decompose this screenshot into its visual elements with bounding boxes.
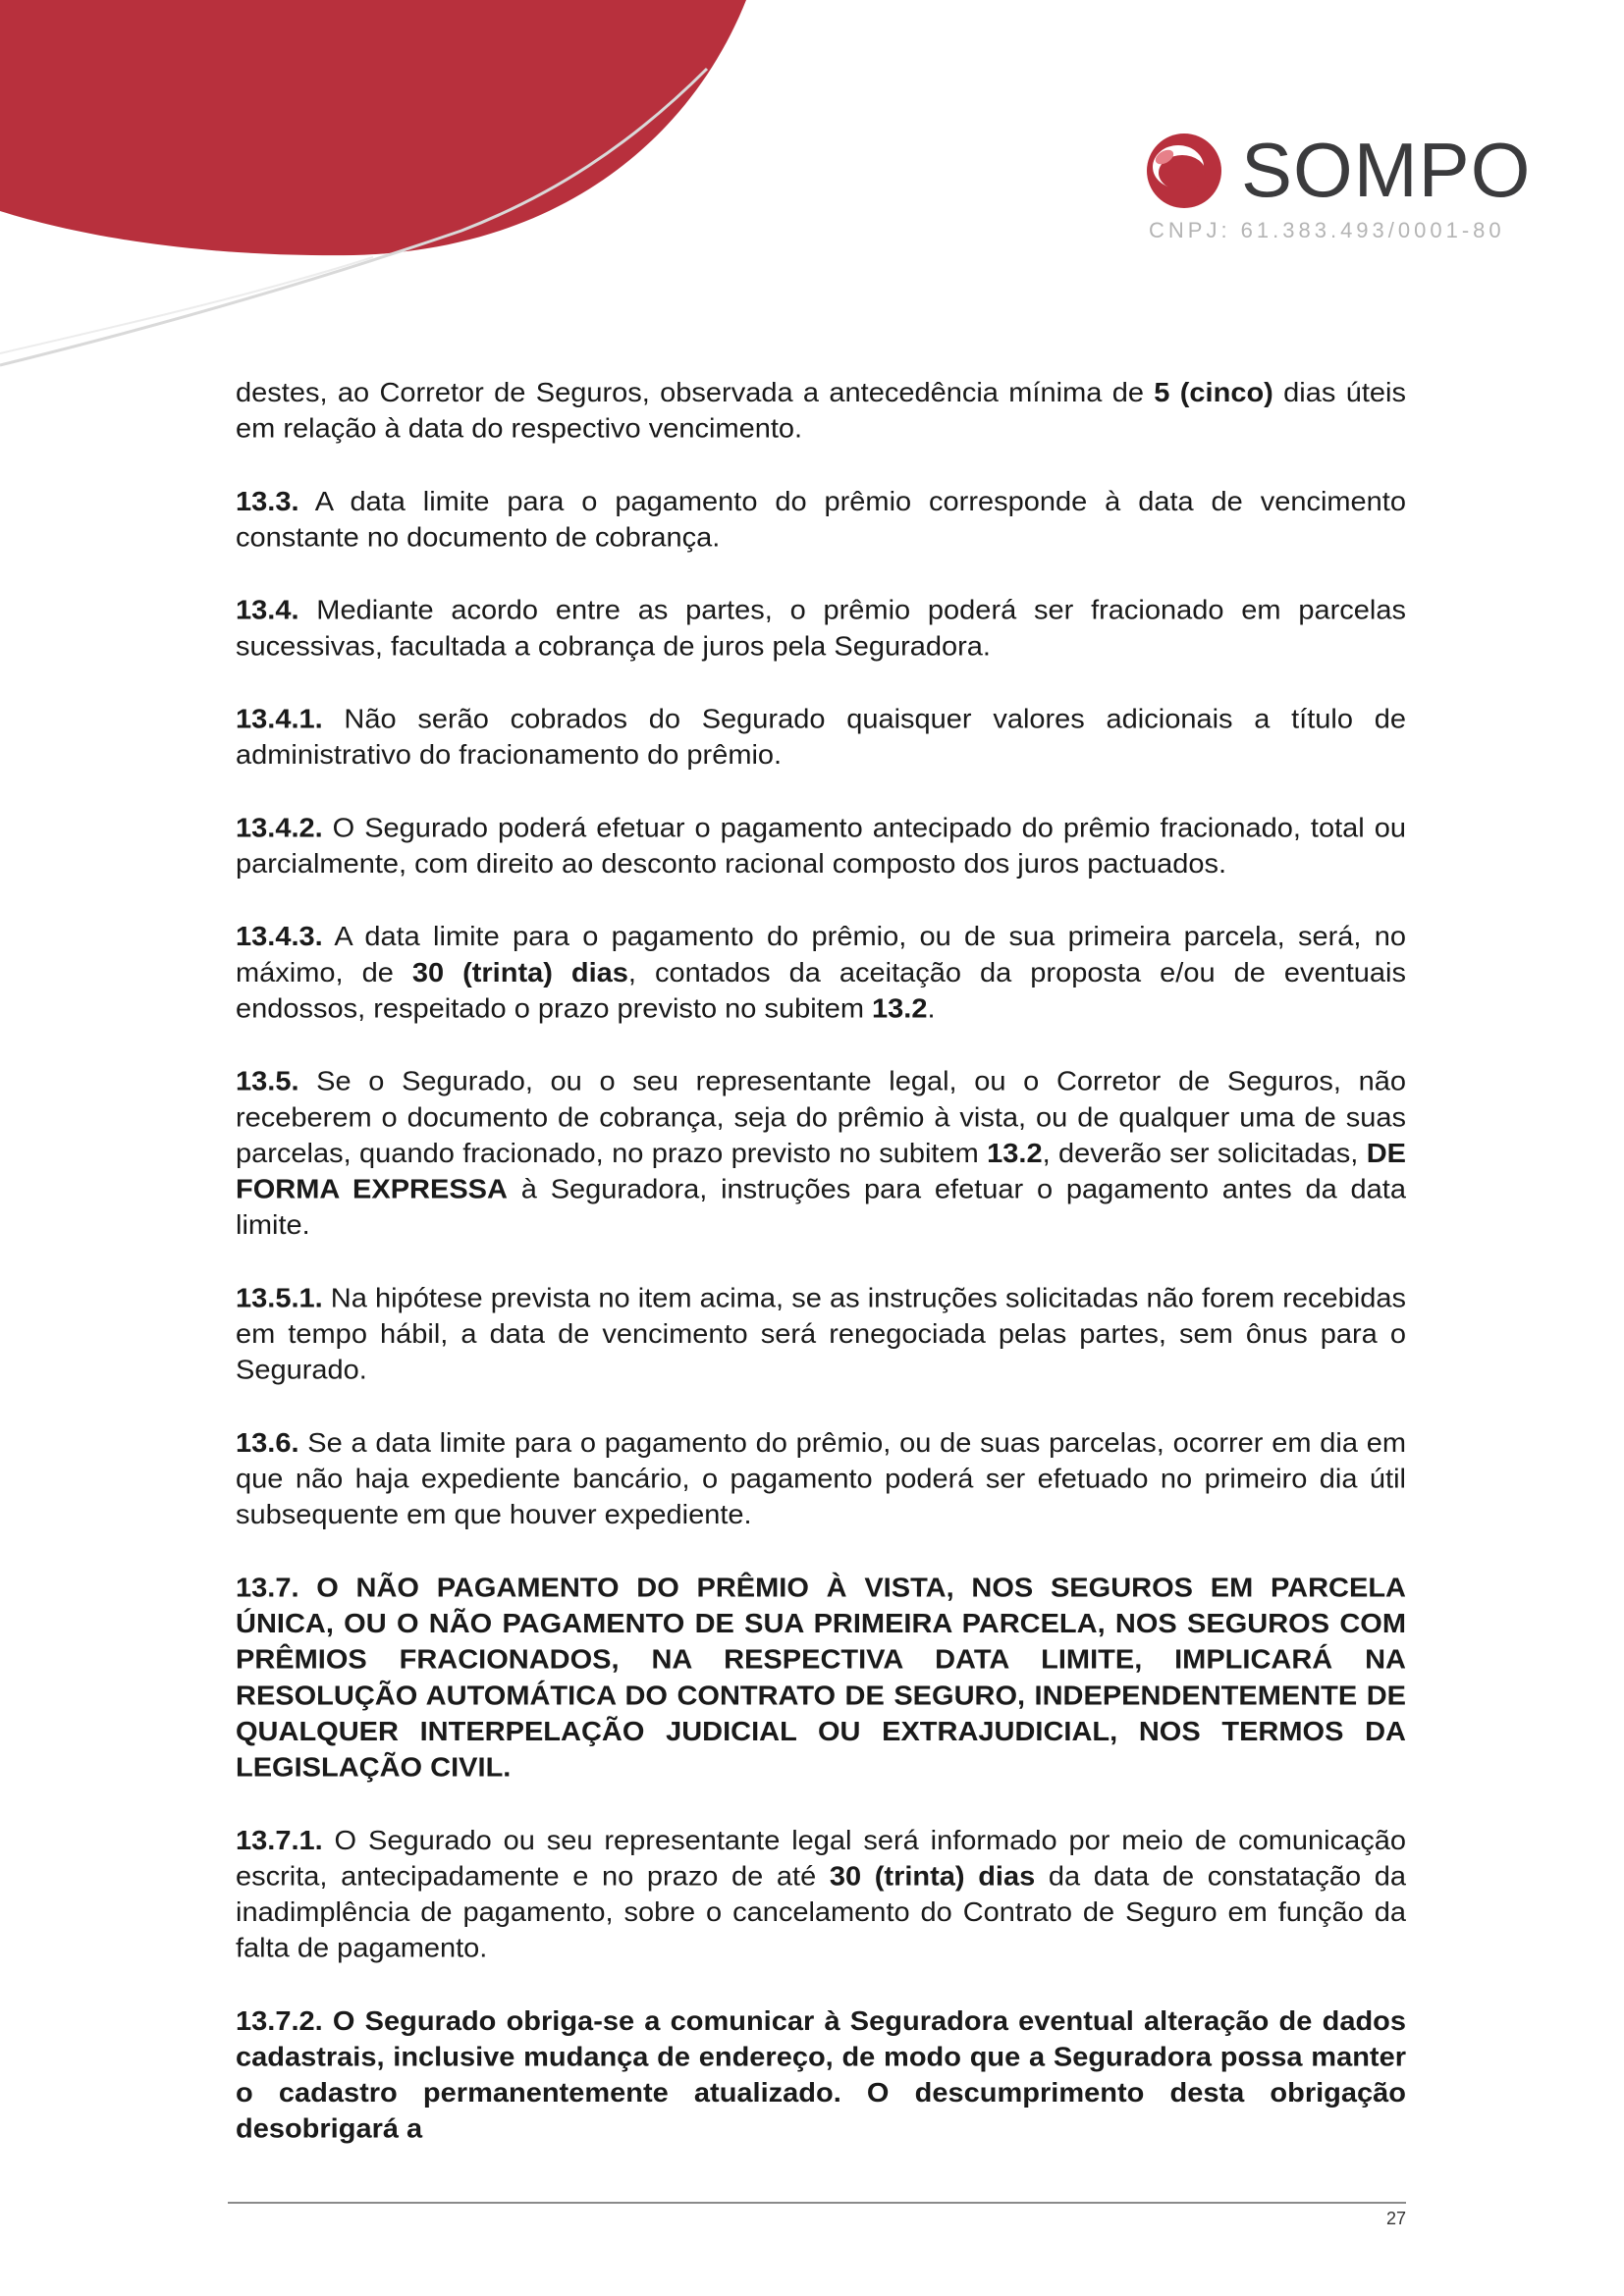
- clause-paragraph: [236, 375, 1406, 447]
- text-run: , deverão ser solicitadas,: [1042, 1138, 1367, 1169]
- document-body: [236, 375, 1406, 2184]
- bold-text-run: 13.6.: [236, 1427, 299, 1459]
- clause-paragraph: [236, 484, 1406, 556]
- text-run: Se a data limite para o pagamento do prêmio, ou de suas parcelas, ocorrer em dia em que não haja expediente bancário, o pagamento poderá ser efetuado no primeiro dia útil subsequente em que houver expediente.: [236, 1427, 1406, 1530]
- bold-text-run: 13.4.: [236, 595, 299, 626]
- bold-text-run: 13.4.3.: [236, 922, 323, 952]
- text-run: O Segurado poderá efetuar o pagamento antecipado do prêmio fracionado, total ou parcialmente, com direito ao desconto racional composto dos juros pactuados.: [236, 813, 1406, 880]
- clause-paragraph: [236, 1570, 1406, 1786]
- bold-text-run: 13.2: [872, 993, 928, 1025]
- bold-text-run: 13.7.2. O Segurado obriga-se a comunicar à Seguradora eventual alteração de dados cadastrais, inclusive mudança de endereço, de modo que a Seguradora possa manter o cadastro permanentemente atualizado. O descumprimento desta obrigação desobrigará a: [236, 2005, 1406, 2145]
- bold-text-run: 5 (cinco): [1154, 377, 1273, 408]
- bold-text-run: 13.3.: [236, 486, 299, 517]
- company-cnpj: CNPJ: 61.383.493/0001-80: [1149, 218, 1505, 242]
- text-run: A data limite para o pagamento do prêmio, ou de sua primeira parcela, será, no máximo, de: [236, 922, 1406, 988]
- red-arc-shape: [0, 0, 746, 255]
- bold-text-run: 13.4.2.: [236, 813, 323, 844]
- footer-rule: [228, 2202, 1406, 2204]
- clause-paragraph: [236, 593, 1406, 665]
- text-run: A data limite para o pagamento do prêmio corresponde à data de vencimento constante no documento de cobrança.: [236, 486, 1406, 554]
- bold-text-run: 13.4.1.: [236, 704, 323, 735]
- page-number: 27: [1385, 2209, 1406, 2228]
- bold-text-run: 13.5.1.: [236, 1283, 323, 1314]
- clause-paragraph: [236, 1425, 1406, 1533]
- company-logo: [1139, 126, 1532, 243]
- bold-text-run: 13.7. O NÃO PAGAMENTO DO PRÊMIO À VISTA, NOS SEGUROS EM PARCELA ÚNICA, OU O NÃO PAGAMENTO DE SUA PRIMEIRA PARCELA, NOS SEGUROS COM PRÊMIOS FRACIONADOS, NA RESPECTIVA DATA LIMITE, IMPLICARÁ NA RESOLUÇÃO AUTOMÁTICA DO CONTRATO DE SEGURO, INDEPENDENTEMENTE DE QUALQUER INTERPELAÇÃO JUDICIAL OU EXTRAJUDICIAL, NOS TERMOS DA LEGISLAÇÃO CIVIL.: [236, 1573, 1406, 1784]
- bold-text-run: 13.2: [987, 1138, 1043, 1169]
- text-run: , contados da aceitação da proposta e/ou de eventuais endossos, respeitado o prazo previsto no subitem: [236, 957, 1406, 1025]
- gray-swoosh-line-2: [0, 257, 373, 353]
- clause-paragraph: [236, 702, 1406, 774]
- clause-paragraph: [236, 2003, 1406, 2148]
- bold-text-run: 30 (trinta) dias: [411, 957, 628, 988]
- text-run: à Seguradora, instruções para efetuar o pagamento antes da data limite.: [236, 1174, 1406, 1241]
- logo-mark-icon: [1143, 130, 1225, 212]
- clause-paragraph: [236, 1064, 1406, 1244]
- text-run: O Segurado ou seu representante legal será informado por meio de comunicação escrita, antecipadamente e no prazo de até: [236, 1825, 1406, 1893]
- clause-paragraph: [236, 810, 1406, 881]
- text-run: Se o Segurado, ou o seu representante legal, ou o Corretor de Seguros, não receberem o documento de cobrança, seja do prêmio à vista, ou de qualquer uma de suas parcelas, quando fracionado, no prazo previsto no subitem: [236, 1066, 1406, 1169]
- clause-paragraph: [236, 1823, 1406, 1967]
- clause-paragraph: [236, 1280, 1406, 1388]
- text-run: dias úteis em relação à data do respectivo vencimento.: [236, 377, 1406, 445]
- logo-wordmark: SOMPO: [1241, 127, 1532, 213]
- text-run: .: [927, 993, 936, 1025]
- bold-text-run: 13.5.: [236, 1066, 299, 1097]
- text-run: Na hipótese prevista no item acima, se as instruções solicitadas não forem recebidas em tempo hábil, a data de vencimento será renegociada pelas partes, sem ônus para o Segurado.: [236, 1283, 1406, 1386]
- bold-text-run: 30 (trinta) dias: [829, 1861, 1036, 1893]
- text-run: Mediante acordo entre as partes, o prêmio poderá ser fracionado em parcelas sucessivas, facultada a cobrança de juros pela Seguradora.: [236, 595, 1406, 663]
- text-run: da data de constatação da inadimplência de pagamento, sobre o cancelamento do Contrato de Seguro em função da falta de pagamento.: [236, 1861, 1406, 1964]
- text-run: Não serão cobrados do Segurado quaisquer valores adicionais a título de administrativo do fracionamento do prêmio.: [236, 704, 1406, 771]
- bold-text-run: DE FORMA EXPRESSA: [236, 1138, 1406, 1205]
- text-run: destes, ao Corretor de Seguros, observada a antecedência mínima de: [236, 377, 1155, 408]
- bold-text-run: 13.7.1.: [236, 1825, 323, 1856]
- clause-paragraph: [236, 919, 1406, 1027]
